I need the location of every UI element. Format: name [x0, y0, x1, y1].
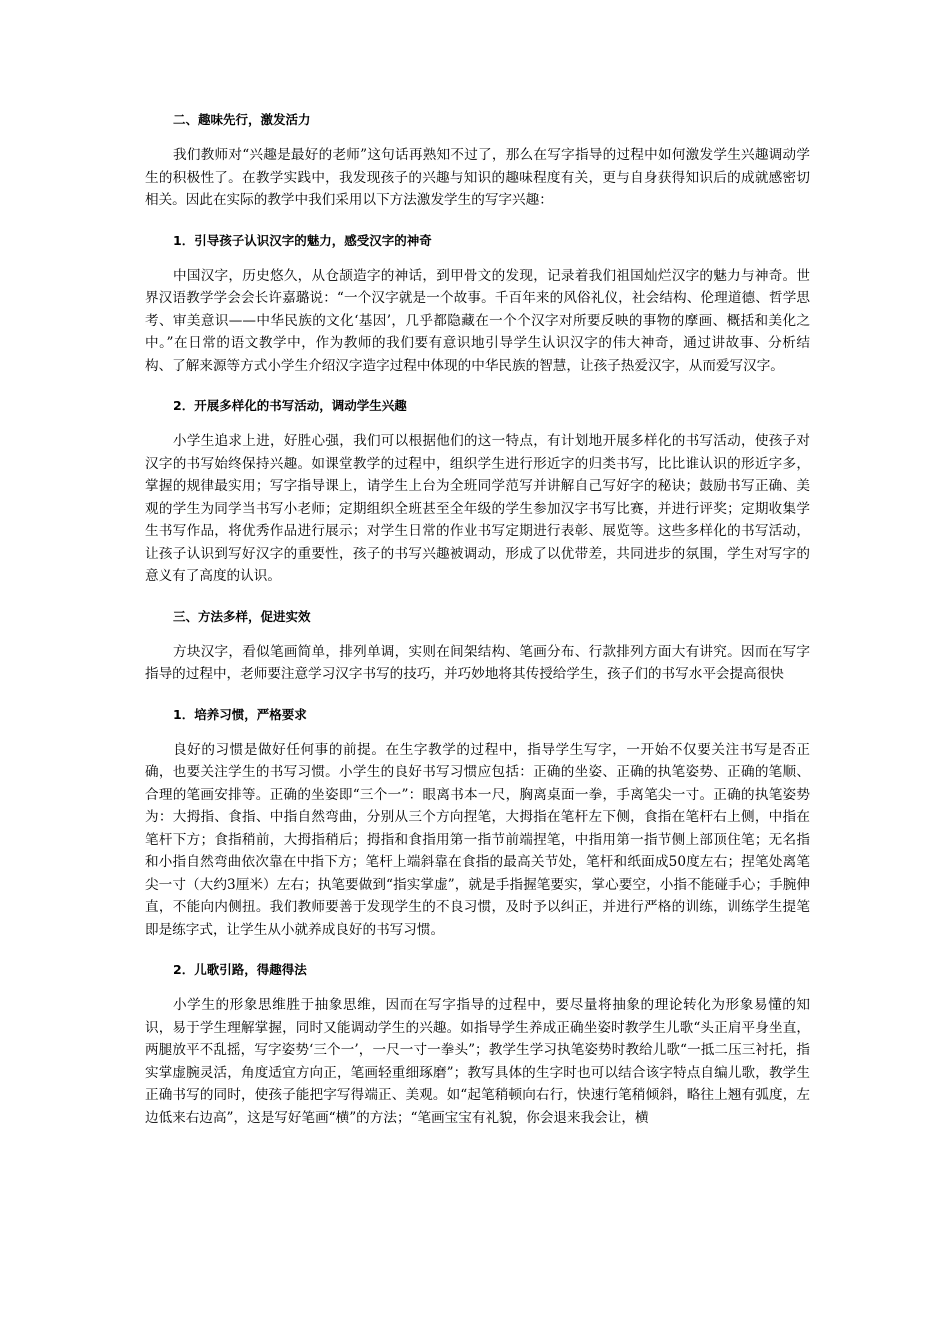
paragraph: 方块汉字，看似笔画简单，排列单调，实则在间架结构、笔画分布、行款排列方面大有讲究。因而在写字指导的过程中，老师要注意学习汉字书写的技巧，并巧妙地将其传授给学生，孩子们的书写水平会提高很快 [145, 643, 810, 682]
subsection-heading: 2．开展多样化的书写活动，调动学生兴趣 [173, 398, 407, 413]
paragraph: 小学生的形象思维胜于抽象思维，因而在写字指导的过程中，要尽量将抽象的理论转化为形象易懂的知识，易于学生理解掌握，同时又能调动学生的兴趣。如指导学生养成正确坐姿时教学生儿歌“头正肩平身坐直，两腿放平不乱摇，写字姿势‘三个一’，一尺一寸一拳头”；教学生学习执笔姿势时教给儿歌“一抵二压三衬托，指实掌虚腕灵活，角度适宜方向正，笔画轻重细琢磨”；教写具体的生字时也可以结合该字特点自编儿歌，教学生正确书写的同时，使孩子能把字写得端正、美观。如“起笔稍顿向右行，快速行笔稍倾斜，略往上翘有弧度，左边低来右边高”，这是写好笔画“横”的方法；“笔画宝宝有礼貌，你会退来我会让，横 [145, 997, 810, 1126]
subsection-heading: 1．培养习惯，严格要求 [173, 706, 307, 722]
paragraph: 良好的习惯是做好任何事的前提。在生字教学的过程中，指导学生写字，一开始不仅要关注书写是否正确，也要关注学生的书写习惯。小学生的良好书写习惯应包括：正确的坐姿、正确的执笔姿势、正确的笔顺、合理的笔画安排等。正确的坐姿即“三个一”：眼离书本一尺，胸离桌面一拳，手离笔尖一寸。正确的执笔姿势为：大拇指、食指、中指自然弯曲，分别从三个方向捏笔，大拇指在笔杆左下侧，食指在笔杆右上侧，中指在笔杆下方；食指稍前，大拇指稍后；拇指和食指用第一指节前端捏笔，中指用第一指节侧上部顶住笔；无名指和小指自然弯曲依次靠在中指下方；笔杆上端斜靠在食指的最高关节处，笔杆和纸面成50度左右；捏笔处离笔尖一寸（大约3厘米）左右；执笔要做到“指实掌虚”，就是手指握笔要实，掌心要空，小指不能碰手心；手腕伸直，不能向内侧扭。我们教师要善于发现学生的不良习惯，及时予以纠正，并进行严格的训练，训练学生提笔即是练字式，让学生从小就养成良好的书写习惯。 [145, 741, 810, 938]
paragraph: 小学生追求上进，好胜心强，我们可以根据他们的这一特点，有计划地开展多样化的书写活动，使孩子对汉字的书写始终保持兴趣。如课堂教学的过程中，组织学生进行形近字的归类书写，比比谁认识的形近字多，掌握的规律最实用；写字指导课上，请学生上台为全班同学范写并讲解自己写好字的秘诀；鼓励书写正确、美观的学生为同学当书写小老师；定期组织全班甚至全年级的学生参加汉字书写比赛，并进行评奖；定期收集学生书写作品，将优秀作品进行展示；对学生日常的作业书写定期进行表彰、展览等。这些多样化的书写活动，让孩子认识到写好汉字的重要性，孩子的书写兴趣被调动，形成了以优带差，共同进步的氛围，学生对写字的意义有了高度的认识。 [145, 433, 810, 584]
section-heading: 二、趣味先行，激发活力 [173, 112, 311, 127]
paragraph: 我们教师对“兴趣是最好的老师”这句话再熟知不过了，那么在写字指导的过程中如何激发学生兴趣调动学生的积极性了。在教学实践中，我发现孩子的兴趣与知识的趣味程度有关，更与自身获得知识后的成就感密切相关。因此在实际的教学中我们采用以下方法激发学生的写字兴趣： [145, 147, 810, 208]
subsection-heading: 2．儿歌引路，得趣得法 [173, 962, 307, 977]
document-page [145, 110, 810, 1129]
subsection-heading: 1．引导孩子认识汉字的魅力，感受汉字的神奇 [173, 232, 432, 248]
paragraph: 中国汉字，历史悠久，从仓颉造字的神话，到甲骨文的发现，记录着我们祖国灿烂汉字的魅力与神奇。世界汉语教学学会会长许嘉璐说：“一个汉字就是一个故事。千百年来的风俗礼仪，社会结构、伦理道德、哲学思考、审美意识——中华民族的文化‘基因’，几乎都隐藏在一个个汉字对所要反映的事物的摩画、概括和美化之中。”在日常的语文教学中，作为教师的我们要有意识地引导学生认识汉字的伟大神奇，通过讲故事、分析结构、了解来源等方式小学生介绍汉字造字过程中体现的中华民族的智慧，让孩子热爱汉字，从而爱写汉字。 [145, 267, 810, 374]
section-heading: 三、方法多样，促进实效 [173, 608, 311, 624]
